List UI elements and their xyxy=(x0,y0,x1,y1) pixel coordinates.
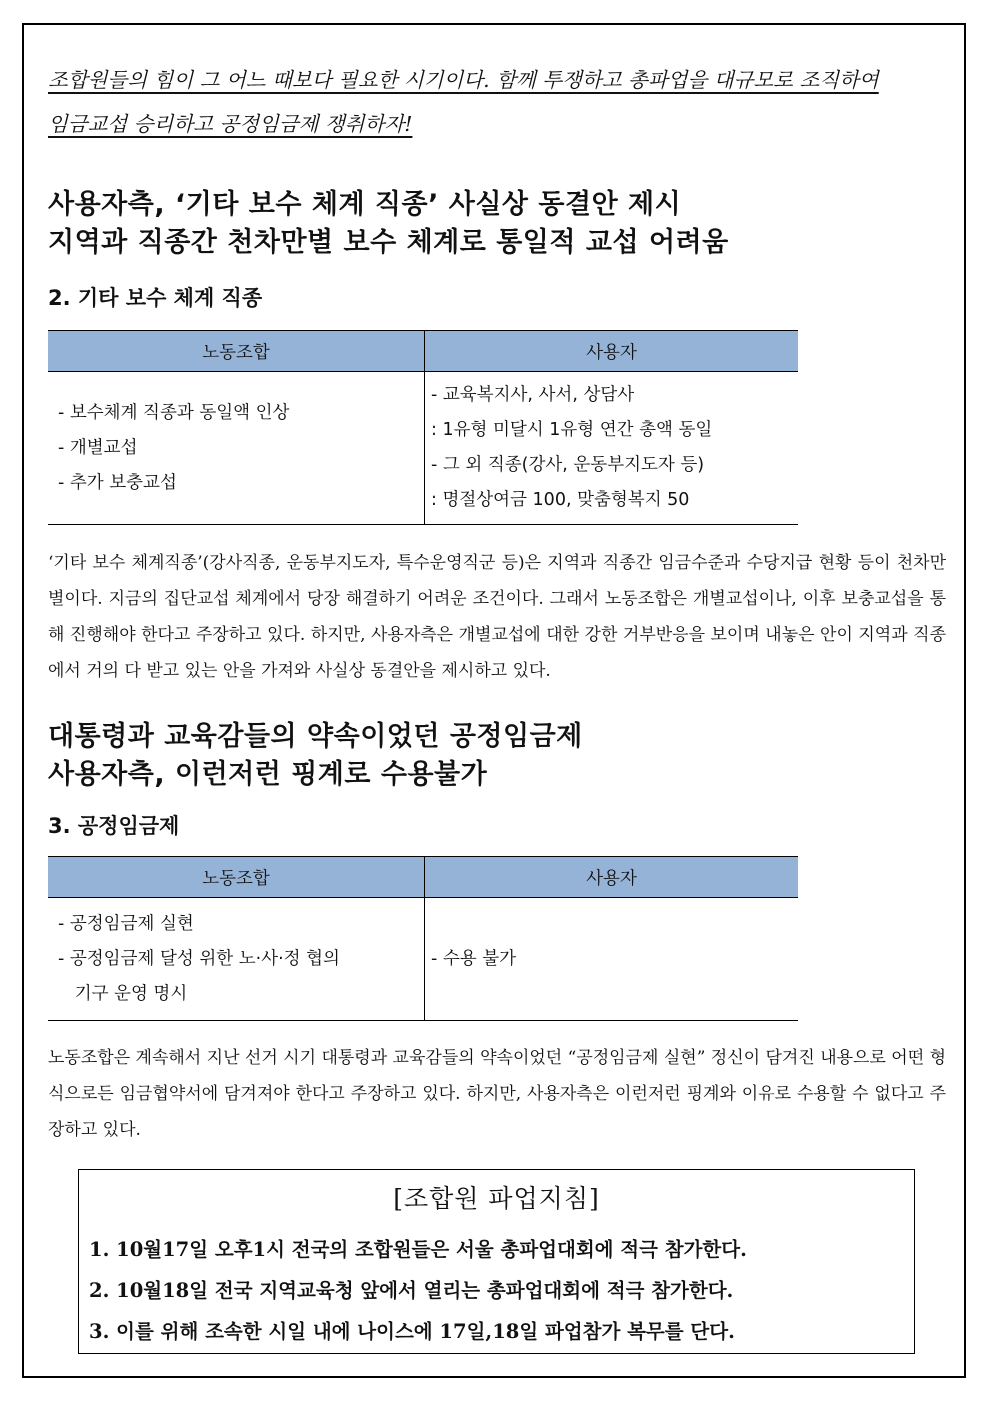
employer-cell xyxy=(425,372,799,525)
guideline-item: 1. 10월17일 오후1시 전국의 조합원들은 서울 총파업대회에 적극 참가한다. xyxy=(89,1238,747,1261)
union-item: - 보수체계 직종과 동일액 인상 xyxy=(58,402,290,423)
employer-cell xyxy=(425,898,799,1021)
union-item: - 추가 보충교섭 xyxy=(58,472,177,493)
union-item: - 공정임금제 실현 xyxy=(58,913,194,934)
guideline-item: 2. 10월18일 전국 지역교육청 앞에서 열리는 총파업대회에 적극 참가한다. xyxy=(89,1279,734,1302)
union-item: - 공정임금제 달성 위한 노·사·정 협의 xyxy=(58,948,340,969)
section3-subhead: 3. 공정임금제 xyxy=(48,814,180,838)
headline-line: 지역과 직종간 천차만별 보수 체계로 통일적 교섭 어려움 xyxy=(48,227,729,258)
section2-headline xyxy=(48,186,948,262)
header-employer: 사용자 xyxy=(425,331,799,372)
headline-line: 사용자측, 이런저런 핑계로 수용불가 xyxy=(48,759,488,790)
guideline-title: [조합원 파업지침] xyxy=(393,1184,600,1213)
header-union: 노동조합 xyxy=(48,857,425,898)
section3-paragraph: 노동조합은 계속해서 지난 선거 시기 대통령과 교육감들의 약속이었던 “공정임금제 실현” 정신이 담겨진 내용으로 어떤 형식으로든 임금협약서에 담겨져야 한다고 주장하고 있다. 하지만, 사용자측은 이런저런 핑계와 이유로 수용할 수 없다고 주장하고 있다. xyxy=(48,1048,946,1140)
employer-item: : 1유형 미달시 1유형 연간 총액 동일 xyxy=(431,420,713,440)
header-employer: 사용자 xyxy=(425,857,799,898)
section2-subhead: 2. 기타 보수 체계 직종 xyxy=(48,286,263,310)
section3-table xyxy=(48,856,798,1021)
strike-guideline-box xyxy=(78,1169,915,1354)
intro-slogan xyxy=(48,58,948,146)
union-cell xyxy=(48,898,425,1021)
table-header-row xyxy=(48,331,798,372)
section3-headline xyxy=(48,718,948,794)
section2-paragraph: ‘기타 보수 체계직종’(강사직종, 운동부지도자, 특수운영직군 등)은 지역과 직종간 임금수준과 수당지급 현황 등이 천차만별이다. 지금의 집단교섭 체계에서 당장 해결하기 어려운 조건이다. 그래서 노동조합은 개별교섭이나, 이후 보충교섭을 통해 진행해야 한다고 주장하고 있다. 하지만, 사용자측은 개별교섭에 대한 강한 거부반응을 보이며 내놓은 안이 지역과 직종에서 거의 다 받고 있는 안을 가져와 사실상 동결안을 제시하고 있다. xyxy=(48,553,946,681)
table-row xyxy=(48,372,798,525)
table-header-row xyxy=(48,857,798,898)
intro-line: 조합원들의 힘이 그 어느 때보다 필요한 시기이다. 함께 투쟁하고 총파업을 대규모로 조직하여 xyxy=(48,68,879,92)
guideline-list xyxy=(79,1229,914,1352)
guideline-item: 3. 이를 위해 조속한 시일 내에 나이스에 17일,18일 파업참가 복무를 단다. xyxy=(89,1320,735,1343)
employer-item: - 수용 불가 xyxy=(431,948,517,969)
intro-line: 임금교섭 승리하고 공정임금제 쟁취하자! xyxy=(48,112,413,136)
headline-line: 사용자측, ‘기타 보수 체계 직종’ 사실상 동결안 제시 xyxy=(48,189,682,220)
union-cell xyxy=(48,372,425,525)
union-item: - 개별교섭 xyxy=(58,437,138,458)
employer-item: - 그 외 직종(강사, 운동부지도자 등) xyxy=(431,455,705,475)
employer-item: : 명절상여금 100, 맞춤형복지 50 xyxy=(431,490,690,510)
headline-line: 대통령과 교육감들의 약속이었던 공정임금제 xyxy=(48,721,583,752)
union-item: 기구 운영 명시 xyxy=(58,983,188,1004)
employer-item: - 교육복지사, 사서, 상담사 xyxy=(431,385,635,405)
header-union: 노동조합 xyxy=(48,331,425,372)
section2-table xyxy=(48,330,798,525)
table-row xyxy=(48,898,798,1021)
